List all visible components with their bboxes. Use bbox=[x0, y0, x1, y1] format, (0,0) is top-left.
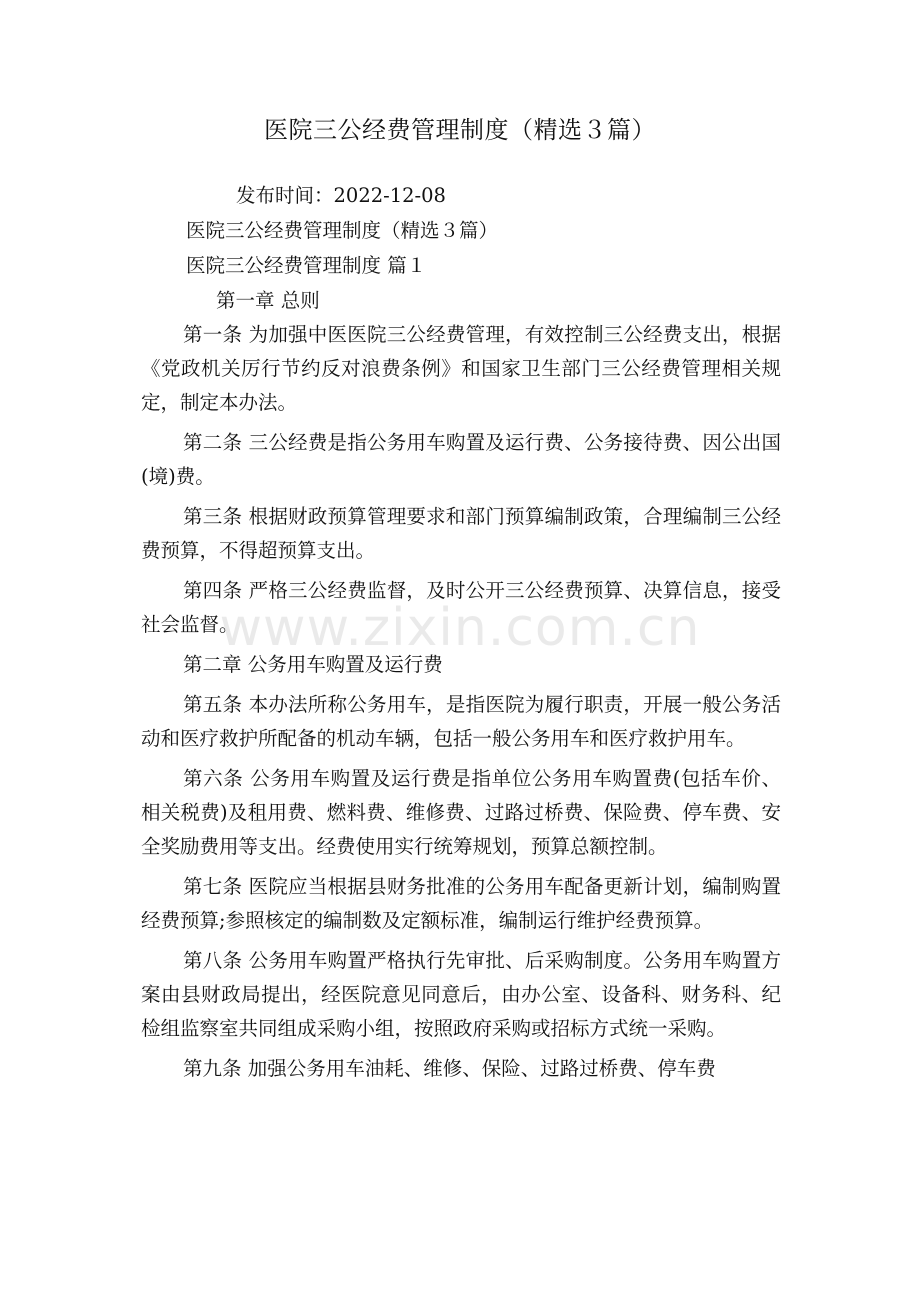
chapter-2-title: 第二章 公务用车购置及运行费 bbox=[183, 653, 443, 676]
article-7: 第七条 医院应当根据县财务批准的公务用车配备更新计划，编制购置经费预算;参照核定的编制数及定额标准，编制运行维护经费预算。 bbox=[141, 875, 781, 932]
article-2: 第二条 三公经费是指公务用车购置及运行费、公务接待费、因公出国(境)费。 bbox=[141, 431, 781, 488]
document-meta bbox=[0, 178, 920, 318]
watermark: www.zixin.com.cn bbox=[219, 598, 701, 658]
article-4: 第四条 严格三公经费监督，及时公开三公经费预算、决算信息，接受社会监督。 bbox=[141, 579, 781, 636]
article-5: 第五条 本办法所称公务用车，是指医院为履行职责，开展一般公务活动和医疗救护所配备的机动车辆，包括一般公务用车和医疗救护用车。 bbox=[141, 693, 781, 750]
document-subtitle: 医院三公经费管理制度（精选３篇） bbox=[186, 219, 499, 242]
article-1: 第一条 为加强中医医院三公经费管理，有效控制三公经费支出，根据《党政机关厉行节约反对浪费条例》和国家卫生部门三公经费管理相关规定，制定本办法。 bbox=[141, 323, 781, 414]
article-8: 第八条 公务用车购置严格执行先审批、后采购制度。公务用车购置方案由县财政局提出，经医院意见同意后，由办公室、设备科、财务科、纪检组监察室共同组成采购小组，按照政府采购或招标方式统一采购。 bbox=[141, 949, 781, 1040]
part-title: 医院三公经费管理制度 篇１ bbox=[186, 254, 427, 277]
chapter-title: 第一章 总则 bbox=[216, 289, 320, 312]
article-6: 第六条 公务用车购置及运行费是指单位公务用车购置费(包括车价、相关税费)及租用费、燃料费、维修费、过路过桥费、保险费、停车费、安全奖励费用等支出。经费使用实行统筹规划，预算总额控制。 bbox=[141, 767, 781, 858]
article-9: 第九条 加强公务用车油耗、维修、保险、过路过桥费、停车费 bbox=[183, 1057, 716, 1080]
publish-time: 发布时间：2022-12-08 bbox=[236, 184, 446, 207]
document-body bbox=[141, 318, 781, 1086]
article-3: 第三条 根据财政预算管理要求和部门预算编制政策，合理编制三公经费预算，不得超预算支出。 bbox=[141, 505, 781, 562]
document-title: 医院三公经费管理制度（精选３篇） bbox=[264, 116, 656, 144]
